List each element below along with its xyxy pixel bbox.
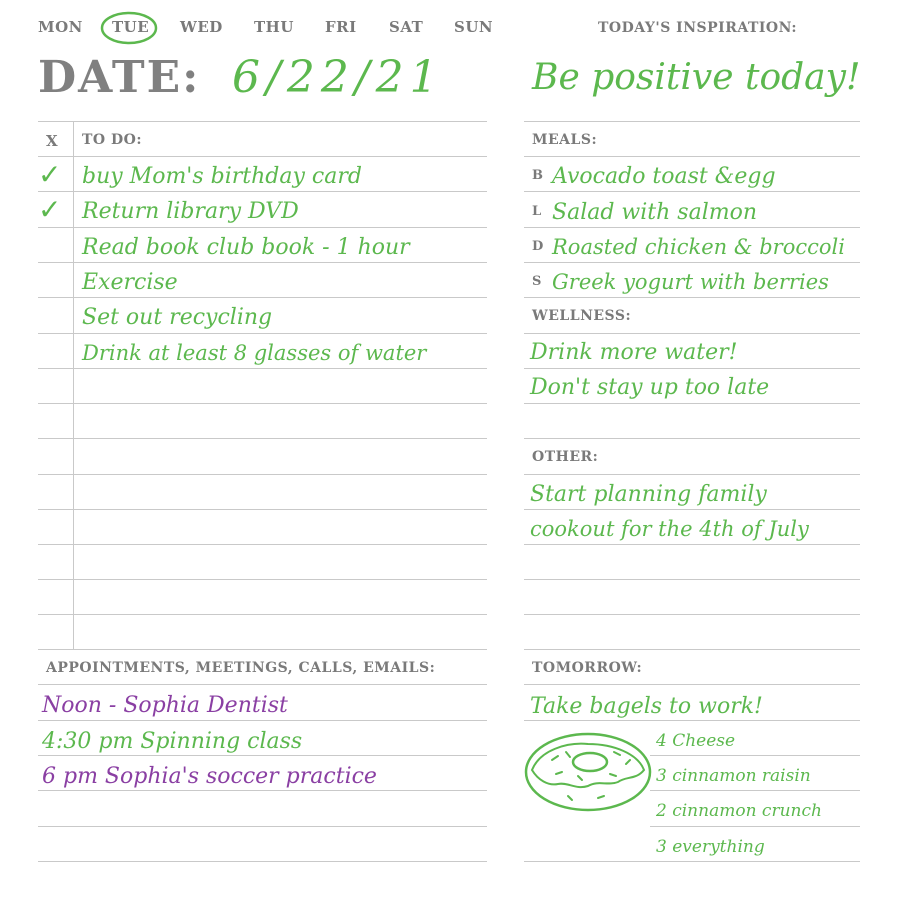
meals-label: MEALS:	[532, 132, 598, 148]
day-tue[interactable]: TUE	[112, 18, 150, 36]
meal-key-dinner: D	[532, 239, 544, 254]
bagel-item[interactable]: 3 everything	[656, 837, 765, 857]
appointment-item[interactable]: Noon - Sophia Dentist	[42, 693, 288, 718]
date-label: DATE:	[38, 52, 201, 103]
checkmark-icon[interactable]: ✓	[38, 158, 62, 191]
wellness-item[interactable]: Drink more water!	[530, 340, 738, 365]
day-wed[interactable]: WED	[180, 18, 223, 36]
todo-item[interactable]: Read book club book - 1 hour	[82, 235, 410, 260]
todo-x-label: X	[46, 132, 59, 150]
bagel-item[interactable]: 4 Cheese	[656, 731, 736, 751]
meal-item[interactable]: Avocado toast &egg	[552, 164, 776, 189]
day-thu[interactable]: THU	[254, 18, 294, 36]
day-fri[interactable]: FRI	[325, 18, 357, 36]
meal-key-lunch: L	[532, 204, 542, 219]
wellness-item[interactable]: Don't stay up too late	[530, 375, 770, 400]
inspiration-label: TODAY'S INSPIRATION:	[598, 20, 798, 36]
todo-label: TO DO:	[82, 132, 142, 148]
selected-day-circle	[99, 9, 159, 47]
other-item[interactable]: Start planning family	[530, 482, 767, 507]
donut-icon	[522, 730, 654, 814]
meal-key-breakfast: B	[532, 168, 543, 183]
checkmark-icon[interactable]: ✓	[38, 193, 62, 226]
inspiration-text[interactable]: Be positive today!	[532, 57, 861, 98]
todo-item[interactable]: buy Mom's birthday card	[82, 164, 362, 189]
meal-item[interactable]: Greek yogurt with berries	[552, 270, 829, 294]
tomorrow-main[interactable]: Take bagels to work!	[530, 694, 763, 719]
meal-item[interactable]: Roasted chicken & broccoli	[552, 235, 845, 259]
appointment-item[interactable]: 4:30 pm Spinning class	[42, 729, 303, 754]
meal-item[interactable]: Salad with salmon	[552, 200, 758, 225]
todo-top-rule	[38, 121, 487, 122]
day-sun[interactable]: SUN	[454, 18, 494, 36]
bagel-item[interactable]: 2 cinnamon crunch	[656, 801, 822, 821]
todo-item[interactable]: Drink at least 8 glasses of water	[82, 341, 427, 365]
bagel-item[interactable]: 3 cinnamon raisin	[656, 766, 811, 786]
date-value[interactable]: 6/22/21	[232, 52, 444, 103]
day-sat[interactable]: SAT	[389, 18, 424, 36]
appointment-item[interactable]: 6 pm Sophia's soccer practice	[42, 764, 377, 789]
other-label: OTHER:	[532, 449, 599, 465]
wellness-label: WELLNESS:	[532, 308, 632, 324]
todo-x-column-divider	[73, 121, 74, 649]
tomorrow-label: TOMORROW:	[532, 660, 643, 676]
appointments-label: APPOINTMENTS, MEETINGS, CALLS, EMAILS:	[46, 660, 436, 676]
day-mon[interactable]: MON	[38, 18, 83, 36]
other-item[interactable]: cookout for the 4th of July	[530, 517, 809, 541]
todo-item[interactable]: Return library DVD	[82, 199, 299, 224]
meal-key-snack: S	[532, 274, 542, 289]
todo-item[interactable]: Exercise	[82, 270, 178, 295]
todo-item[interactable]: Set out recycling	[82, 305, 273, 330]
